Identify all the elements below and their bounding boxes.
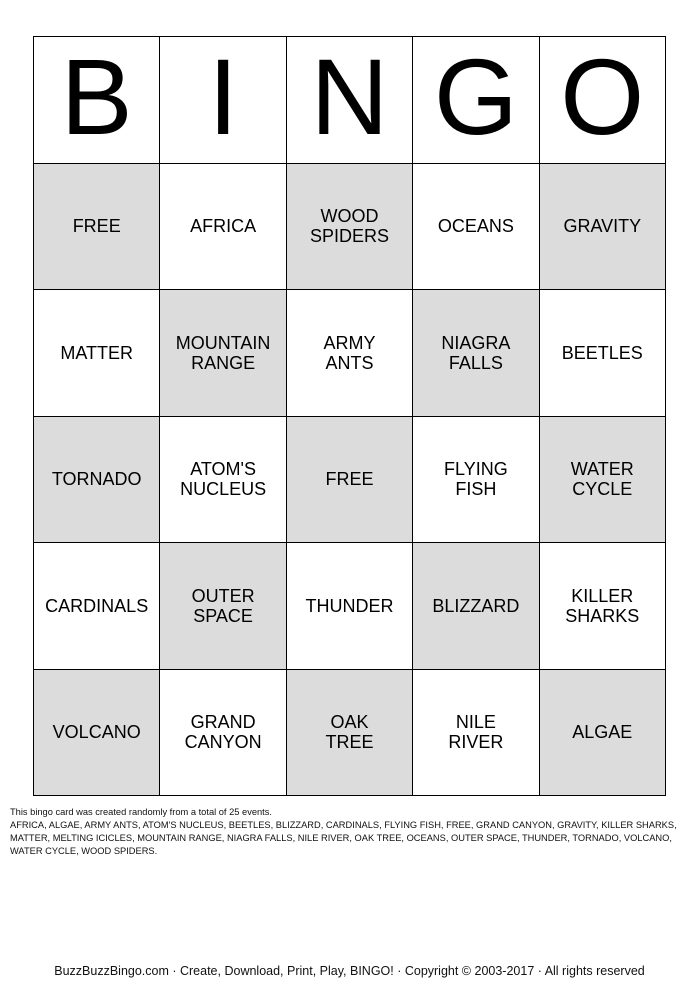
events-list: AFRICA, ALGAE, ARMY ANTS, ATOM'S NUCLEUS, BEETLES, BLIZZARD, CARDINALS, FLYING FISH, FREE, GRAND CANYON, GRAVITY, KILLER SHARKS, MATTER, MELTING ICICLES, MOUNTAIN RANGE, NIAGRA FALLS, NILE RIVER, OAK TREE, OCEANS, OUTER SPACE, THUNDER, TORNADO, VOLCANO, WATER CYCLE, WOOD SPIDERS. [10,820,677,856]
bingo-cell: TORNADO [34,417,160,544]
bingo-cell: FREE [34,164,160,291]
bingo-cell: GRAVITY [540,164,666,291]
page-footer: BuzzBuzzBingo.com · Create, Download, Print, Play, BINGO! · Copyright © 2003-2017 · All rights reserved [54,964,645,978]
card-info [10,806,682,858]
bingo-cell: GRAND CANYON [160,670,286,797]
bingo-cell: ATOM'S NUCLEUS [160,417,286,544]
bingo-cell: BEETLES [540,290,666,417]
bingo-cell: NIAGRA FALLS [413,290,539,417]
bingo-cell: CARDINALS [34,543,160,670]
bingo-cell: FREE [287,417,413,544]
bingo-cell: THUNDER [287,543,413,670]
bingo-card [33,36,666,796]
bingo-cell: WOOD SPIDERS [287,164,413,291]
header-letter-o: O [540,37,666,164]
header-letter-n: N [287,37,413,164]
bingo-cell: ARMY ANTS [287,290,413,417]
bingo-cell: FLYING FISH [413,417,539,544]
bingo-cell: VOLCANO [34,670,160,797]
bingo-cell: WATER CYCLE [540,417,666,544]
bingo-cell: MATTER [34,290,160,417]
bingo-cell: OAK TREE [287,670,413,797]
header-letter-g: G [413,37,539,164]
bingo-cell: AFRICA [160,164,286,291]
bingo-cell: OUTER SPACE [160,543,286,670]
header-letter-b: B [34,37,160,164]
card-description: This bingo card was created randomly from a total of 25 events. [10,807,272,817]
bingo-cell: BLIZZARD [413,543,539,670]
bingo-cell: NILE RIVER [413,670,539,797]
bingo-cell: KILLER SHARKS [540,543,666,670]
header-letter-i: I [160,37,286,164]
bingo-cell: MOUNTAIN RANGE [160,290,286,417]
bingo-cell: ALGAE [540,670,666,797]
bingo-cell: OCEANS [413,164,539,291]
